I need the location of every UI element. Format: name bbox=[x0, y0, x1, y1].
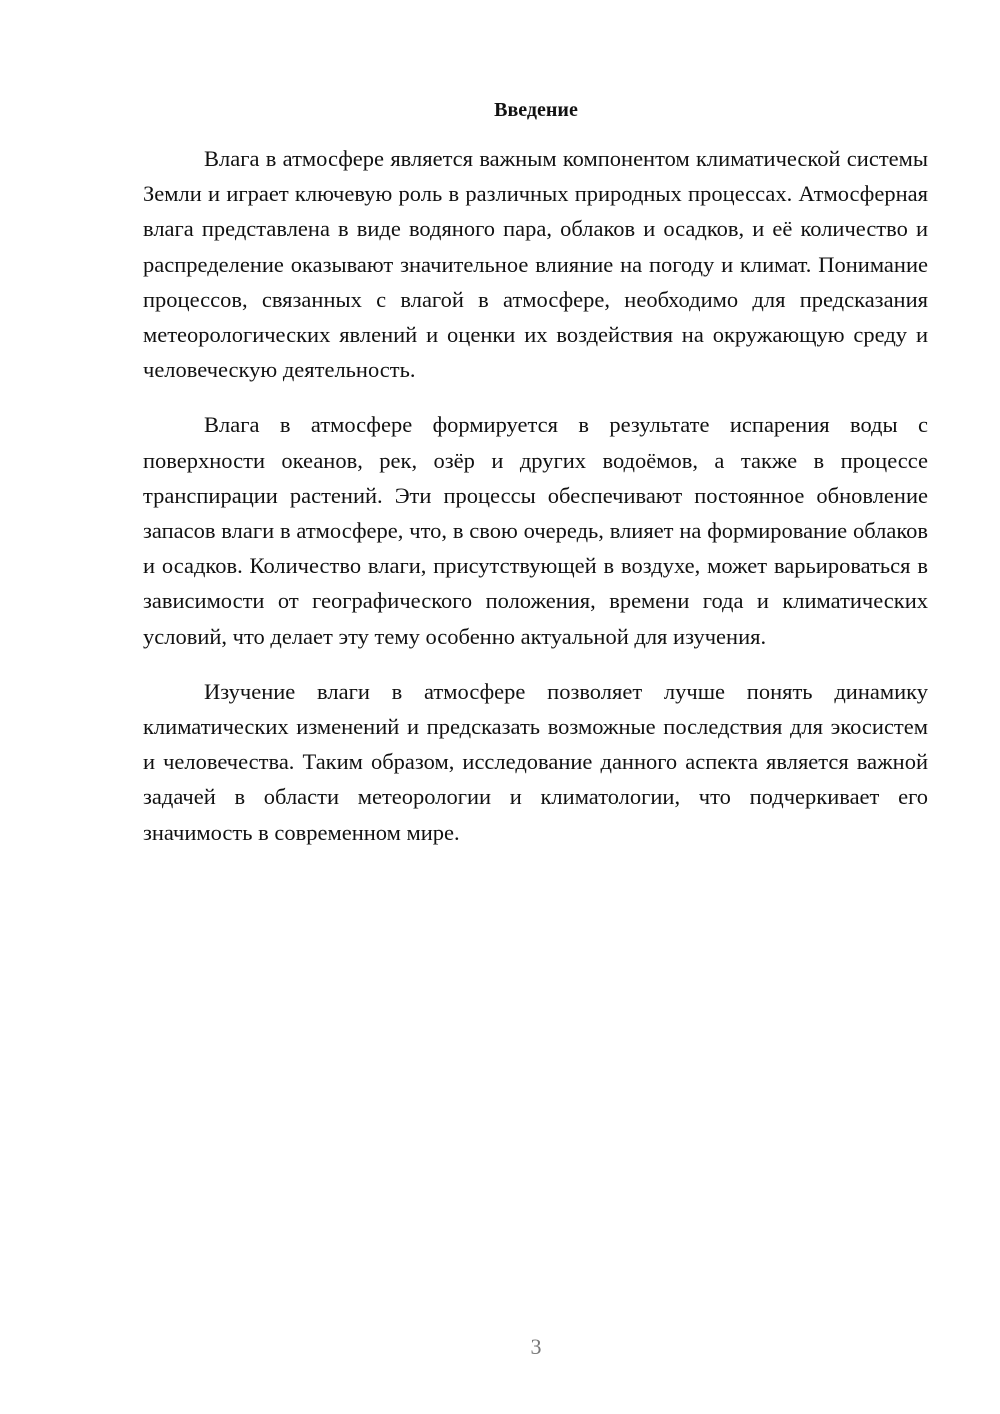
page-title: Введение bbox=[494, 99, 578, 121]
paragraph-3: Изучение влаги в атмосфере позволяет лучше понять динамику климатических изменений и предсказать возможные последствия для экосистем и человечества. Таким образом, исследование данного аспекта является важной задачей в области метеорологии и климатологии, что подчеркивает его значимость в современном мире. bbox=[143, 678, 928, 845]
paragraph-2: Влага в атмосфере формируется в результате испарения воды с поверхности океанов, рек, озёр и других водоёмов, а также в процессе транспирации растений. Эти процессы обеспечивают постоянное обновление запасов влаги в атмосфере, что, в свою очередь, влияет на формирование облаков и осадков. Количество влаги, присутствующей в воздухе, может варьироваться в зависимости от географического положения, времени года и климатических условий, что делает эту тему особенно актуальной для изучения. bbox=[143, 412, 928, 649]
page-number: 3 bbox=[530, 1334, 542, 1359]
body-text bbox=[143, 141, 928, 870]
paragraph-1: Влага в атмосфере является важным компонентом климатической системы Земли и играет ключевую роль в различных природных процессах. Атмосферная влага представлена в виде водяного пара, облаков и осадков, и её количество и распределение оказывают значительное влияние на погоду и климат. Понимание процессов, связанных с влагой в атмосфере, необходимо для предсказания метеорологических явлений и оценки их воздействия на окружающую среду и человеческую деятельность. bbox=[143, 146, 928, 383]
